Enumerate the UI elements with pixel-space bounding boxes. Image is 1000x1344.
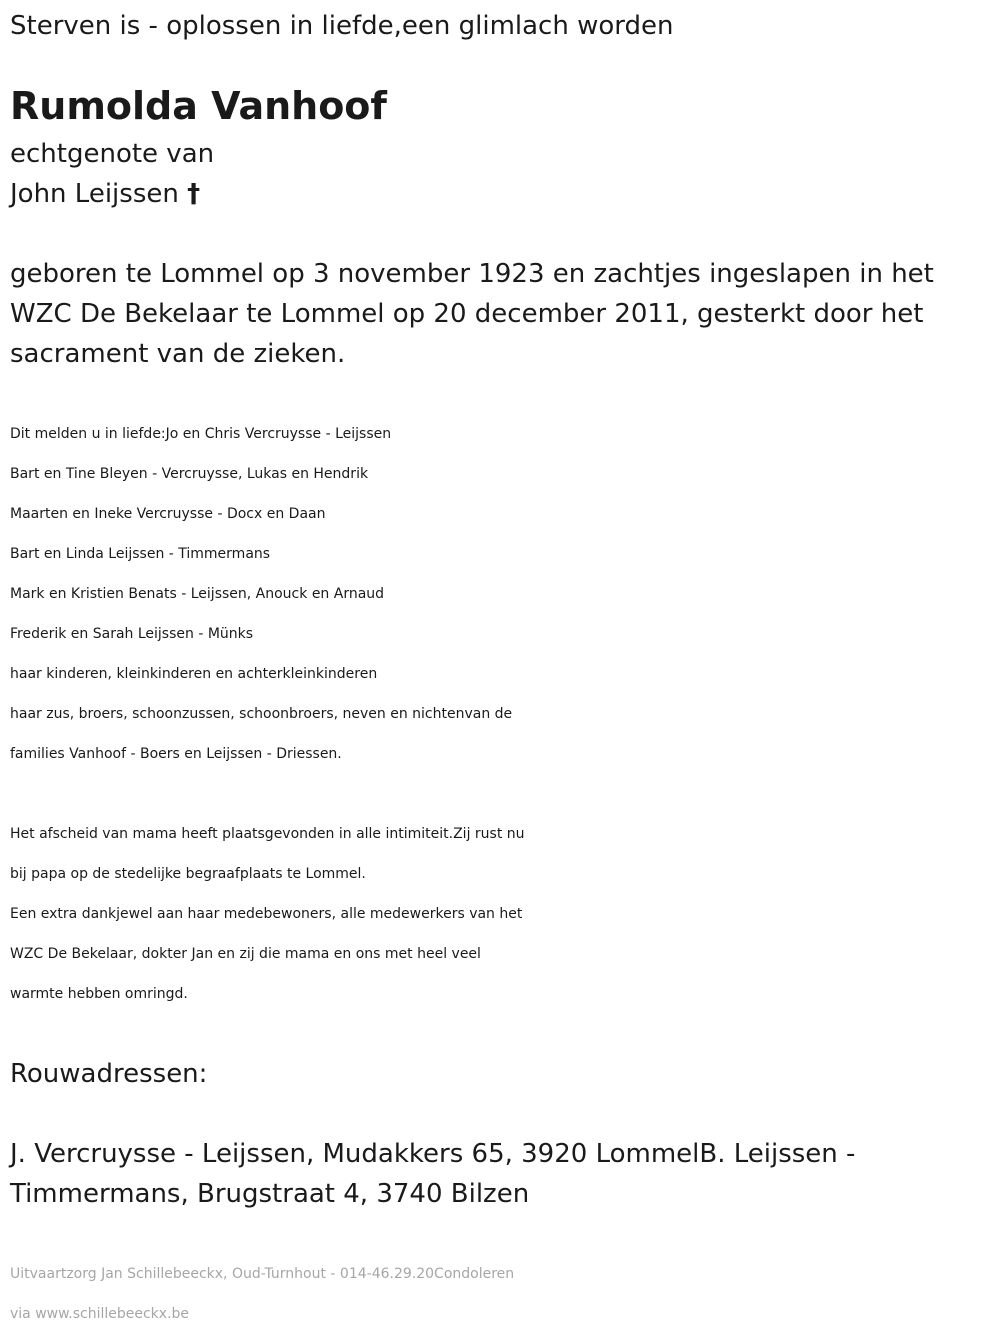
family-line: Frederik en Sarah Leijssen - Münks <box>10 626 254 642</box>
spouse-name: John Leijssen <box>10 179 179 209</box>
farewell-line: warmte hebben omringd. <box>10 986 188 1002</box>
footer-line: via www.schillebeeckx.be <box>10 1306 190 1322</box>
farewell-line: WZC De Bekelaar, dokter Jan en zij die mama en ons met heel veel <box>10 946 481 962</box>
spouse-line <box>10 174 214 214</box>
rouwadres-line: J. Vercruysse - Leijssen, Mudakkers 65, 3920 LommelB. Leijssen - <box>10 1139 856 1169</box>
farewell-line: bij papa op de stedelijke begraafplaats te Lommel. <box>10 866 366 882</box>
farewell-paragraph <box>10 814 995 1014</box>
motto-text: Sterven is - oplossen in liefde,een glimlach worden <box>10 11 674 41</box>
rouwadressen-block <box>10 1134 910 1214</box>
birth-line: sacrament van de zieken. <box>10 339 346 369</box>
family-line: Bart en Linda Leijssen - Timmermans <box>10 546 271 562</box>
deceased-name: Rumolda Vanhoof <box>10 84 387 128</box>
farewell-line: Het afscheid van mama heeft plaatsgevonden in alle intimiteit.Zij rust nu <box>10 826 525 842</box>
birth-line: geboren te Lommel op 3 november 1923 en zachtjes ingeslapen in het <box>10 259 934 289</box>
footer <box>10 1254 995 1334</box>
family-line: haar kinderen, kleinkinderen en achterkleinkinderen <box>10 666 378 682</box>
rouwadressen-label: Rouwadressen: <box>10 1059 208 1089</box>
relation-text: echtgenote van <box>10 139 215 169</box>
family-line: families Vanhoof - Boers en Leijssen - Driessen. <box>10 746 342 762</box>
family-line: Bart en Tine Bleyen - Vercruysse, Lukas en Hendrik <box>10 466 369 482</box>
family-line: Mark en Kristien Benats - Leijssen, Anouck en Arnaud <box>10 586 385 602</box>
farewell-line: Een extra dankjewel aan haar medebewoners, alle medewerkers van het <box>10 906 523 922</box>
family-line: haar zus, broers, schoonzussen, schoonbroers, neven en nichtenvan de <box>10 706 513 722</box>
birth-line: WZC De Bekelaar te Lommel op 20 december 2011, gesterkt door het <box>10 299 924 329</box>
family-line: Dit melden u in liefde:Jo en Chris Vercruysse - Leijssen <box>10 426 392 442</box>
rouwadres-line: Timmermans, Brugstraat 4, 3740 Bilzen <box>10 1179 530 1209</box>
spouse-block <box>10 134 214 214</box>
cross-icon: † <box>187 179 201 209</box>
family-paragraph <box>10 414 995 774</box>
birth-paragraph <box>10 254 970 374</box>
family-line: Maarten en Ineke Vercruysse - Docx en Daan <box>10 506 326 522</box>
footer-line: Uitvaartzorg Jan Schillebeeckx, Oud-Turnhout - 014-46.29.20Condoleren <box>10 1266 515 1282</box>
